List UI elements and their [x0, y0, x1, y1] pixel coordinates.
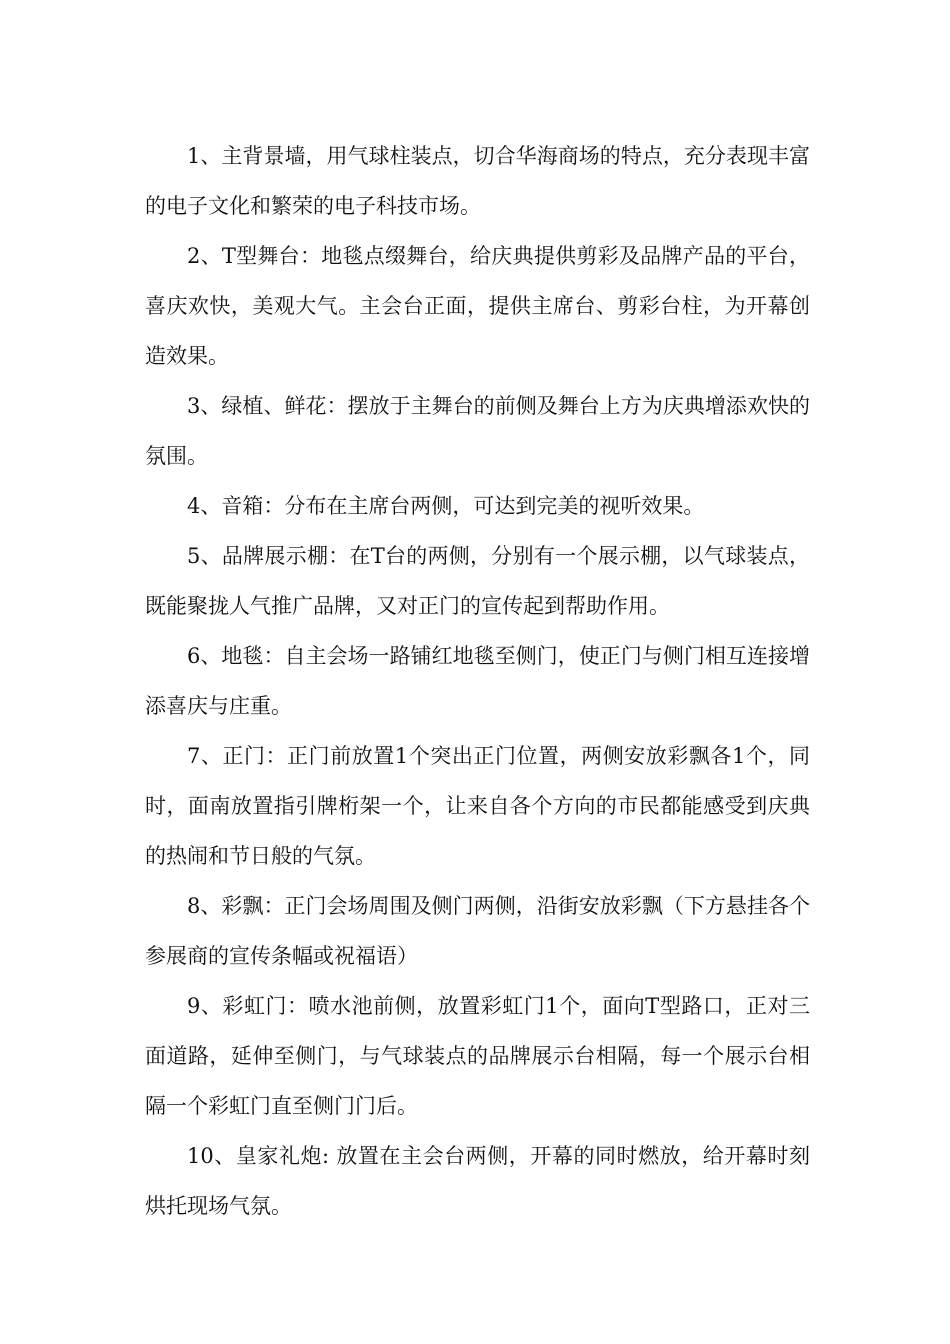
paragraph-item-7: 7、正门：正门前放置1个突出正门位置，两侧安放彩飘各1个，同时，面南放置指引牌桁架一个，让来自各个方向的市民都能感受到庆典的热闹和节日般的气氛。	[145, 744, 810, 868]
paragraph-item-5: 5、品牌展示棚：在T台的两侧，分别有一个展示棚，以气球装点，既能聚拢人气推广品牌，又对正门的宣传起到帮助作用。	[145, 544, 810, 618]
paragraph-item-3: 3、绿植、鲜花：摆放于主舞台的前侧及舞台上方为庆典增添欢快的氛围。	[145, 394, 810, 468]
paragraph-item-6: 6、地毯：自主会场一路铺红地毯至侧门，使正门与侧门相互连接增添喜庆与庄重。	[145, 644, 810, 718]
document-body	[145, 131, 810, 1231]
paragraph-item-4: 4、音箱：分布在主席台两侧，可达到完美的视听效果。	[187, 494, 705, 518]
paragraph-item-9: 9、彩虹门：喷水池前侧，放置彩虹门1个，面向T型路口，正对三面道路，延伸至侧门，与气球装点的品牌展示台相隔，每一个展示台相隔一个彩虹门直至侧门门后。	[145, 994, 810, 1118]
paragraph-item-2: 2、T型舞台：地毯点缀舞台，给庆典提供剪彩及品牌产品的平台，喜庆欢快，美观大气。主会台正面，提供主席台、剪彩台柱，为开幕创造效果。	[145, 244, 810, 368]
paragraph-item-1: 1、主背景墙，用气球柱装点，切合华海商场的特点，充分表现丰富的电子文化和繁荣的电子科技市场。	[145, 144, 810, 218]
paragraph-item-10: 10、皇家礼炮: 放置在主会台两侧，开幕的同时燃放，给开幕时刻烘托现场气氛。	[145, 1144, 810, 1218]
paragraph-item-8: 8、彩飘：正门会场周围及侧门两侧，沿街安放彩飘（下方悬挂各个参展商的宣传条幅或祝福语）	[145, 894, 810, 968]
